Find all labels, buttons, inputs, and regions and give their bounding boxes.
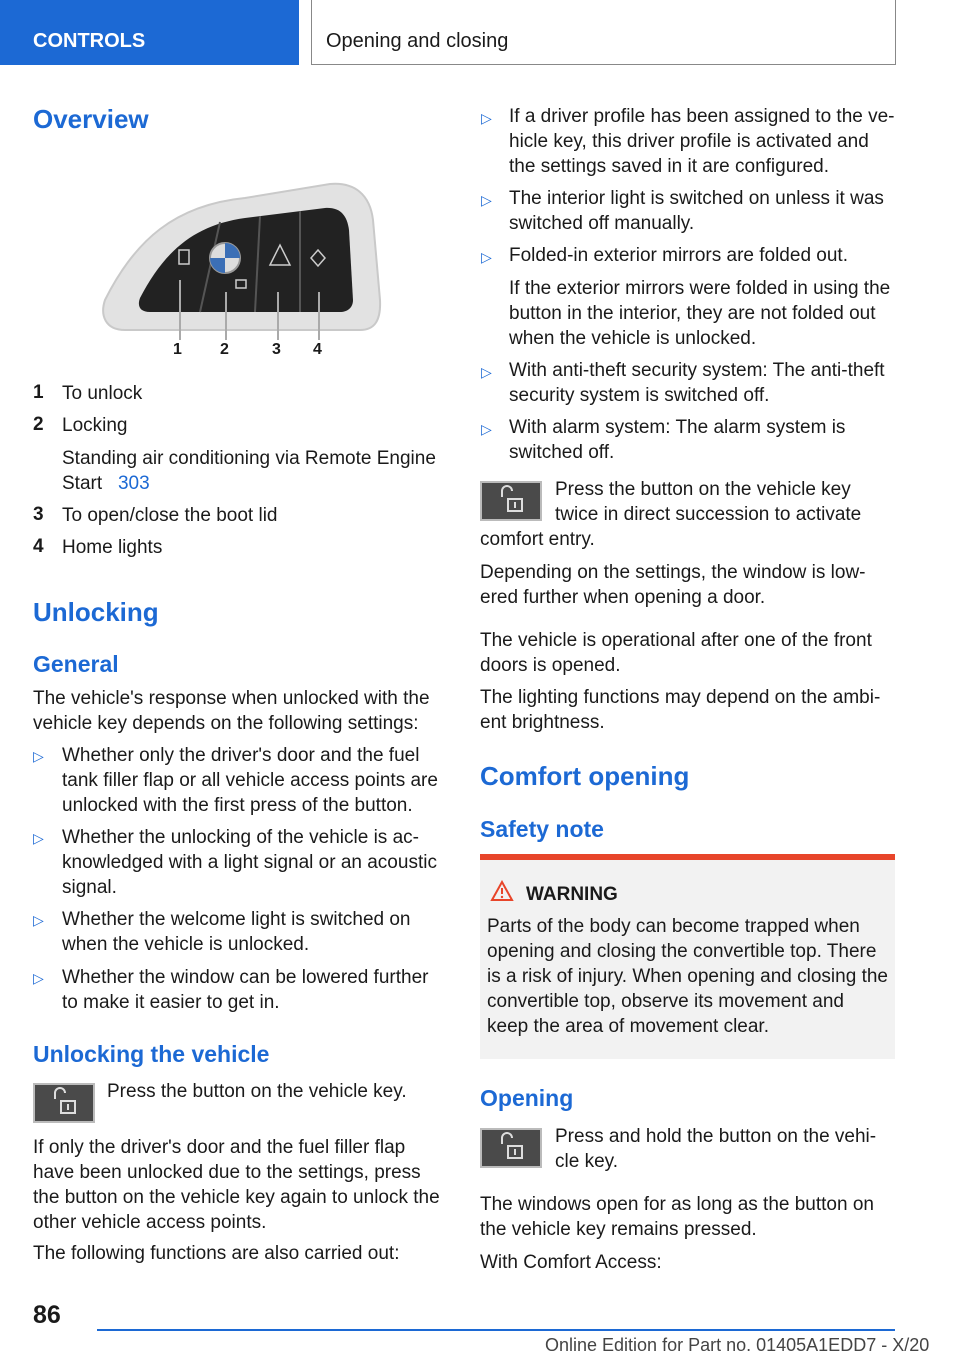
safety-note-heading: Safety note xyxy=(480,816,604,842)
legend-number: 3 xyxy=(33,504,44,525)
text-line: Depending on the settings, the window is low- xyxy=(480,562,866,583)
figure-label: 1 xyxy=(173,341,182,358)
unlock-button-icon xyxy=(480,481,542,521)
paragraph: With Comfort Access: xyxy=(480,1252,662,1273)
text-line: vehicle key depends on the following settings: xyxy=(33,713,419,734)
text-line: when the vehicle is unlocked. xyxy=(62,934,310,955)
bullet-icon: ▷ xyxy=(481,192,492,208)
paragraph xyxy=(480,1192,874,1242)
figure-label: 4 xyxy=(313,341,322,358)
legend-text: Standing air conditioning via Remote Engine xyxy=(62,448,436,469)
text-line: cle key. xyxy=(555,1151,619,1172)
text-line: The vehicle is operational after one of the front xyxy=(480,630,872,651)
paragraph xyxy=(480,685,880,735)
edition-text: Online Edition for Part no. 01405A1EDD7 - X/20 xyxy=(545,1335,930,1355)
text-line: security system is switched off. xyxy=(509,385,770,406)
warning-text xyxy=(487,914,888,1039)
text-line: other vehicle access points. xyxy=(33,1212,267,1233)
text-line: keep the area of movement clear. xyxy=(487,1016,769,1037)
bullet-text xyxy=(509,186,884,236)
figure-label: 3 xyxy=(272,341,281,358)
paragraph xyxy=(480,560,866,610)
legend-text: Locking xyxy=(62,415,128,436)
unlocking-vehicle-heading: Unlocking the vehicle xyxy=(33,1041,270,1067)
warning-icon xyxy=(490,880,514,902)
bullet-text xyxy=(62,965,428,1015)
legend-text: Home lights xyxy=(62,537,163,558)
text-line: hicle key, this driver profile is activated and xyxy=(509,131,869,152)
unlock-button-icon xyxy=(33,1083,95,1123)
bullet-icon: ▷ xyxy=(481,364,492,380)
page-link[interactable]: 303 xyxy=(117,473,150,494)
text-line: With alarm system: The alarm system is xyxy=(509,417,846,438)
bullet-text xyxy=(509,104,895,179)
text-line: when the vehicle is unlocked. xyxy=(509,328,757,349)
text-line: tank filler flap or all vehicle access points are xyxy=(62,770,438,791)
paragraph xyxy=(33,1135,440,1235)
text-line: Press the button on the vehicle key xyxy=(555,479,851,500)
figure-label: 2 xyxy=(220,341,229,358)
bullet-icon: ▷ xyxy=(481,110,492,126)
text-line: Whether the welcome light is switched on xyxy=(62,909,411,930)
text-line: Parts of the body can become trapped when xyxy=(487,916,860,937)
legend-number: 4 xyxy=(33,536,44,557)
text-line: The lighting functions may depend on the ambi- xyxy=(480,687,881,708)
text-line: If only the driver's door and the fuel filler flap xyxy=(33,1137,406,1158)
bullet-text xyxy=(509,358,885,408)
bullet-text xyxy=(62,907,411,957)
footer-divider xyxy=(97,1329,895,1331)
overview-heading: Overview xyxy=(33,104,149,134)
unlocking-heading: Unlocking xyxy=(33,597,159,627)
text-line: the button on the vehicle key again to unlock the xyxy=(33,1187,440,1208)
bullet-text: Folded-in exterior mirrors are folded out. xyxy=(509,245,848,266)
chapter-title: Opening and closing xyxy=(326,30,509,52)
general-intro xyxy=(33,686,430,736)
section-tab xyxy=(0,0,299,65)
text-line: convertible top, observe its movement and xyxy=(487,991,844,1012)
section-title: CONTROLS xyxy=(33,30,146,52)
opening-heading: Opening xyxy=(480,1085,574,1111)
text-line: the vehicle key remains pressed. xyxy=(480,1219,757,1240)
mirror-note xyxy=(509,276,890,351)
text-line: With anti-theft security system: The anti-theft xyxy=(509,360,885,381)
text-line: comfort entry. xyxy=(480,529,595,550)
legend-text: Start xyxy=(62,473,103,494)
text-line: Whether the window can be lowered further xyxy=(62,967,429,988)
text-line: button in the interior, they are not folded out xyxy=(509,303,876,324)
text-line: switched off. xyxy=(509,442,615,463)
text-line: If the exterior mirrors were folded in using the xyxy=(509,278,891,299)
paragraph: The following functions are also carried out: xyxy=(33,1243,400,1264)
text-line: is a risk of injury. When opening and closing the xyxy=(487,966,888,987)
bullet-icon: ▷ xyxy=(33,912,44,928)
bullet-icon: ▷ xyxy=(481,421,492,437)
legend-text-cont xyxy=(62,471,150,496)
chapter-tab xyxy=(311,0,896,65)
text-line: switched off manually. xyxy=(509,213,695,234)
unlock-button-icon xyxy=(480,1128,542,1168)
warning-label: WARNING xyxy=(526,884,618,905)
legend-text: To unlock xyxy=(62,383,143,404)
press-button-text: Press the button on the vehicle key. xyxy=(107,1081,407,1102)
paragraph xyxy=(480,628,872,678)
text-line: ent brightness. xyxy=(480,712,605,733)
legend-number: 2 xyxy=(33,414,44,435)
text-line: The windows open for as long as the button on xyxy=(480,1194,874,1215)
page-number: 86 xyxy=(33,1301,61,1329)
bullet-icon: ▷ xyxy=(481,249,492,265)
text-line: ered further when opening a door. xyxy=(480,587,766,608)
press-hold-text xyxy=(555,1124,876,1174)
text-line: doors is opened. xyxy=(480,655,621,676)
text-line: knowledged with a light signal or an acoustic xyxy=(62,852,437,873)
bullet-icon: ▷ xyxy=(33,748,44,764)
bullet-text xyxy=(62,743,438,818)
legend-number: 1 xyxy=(33,382,44,403)
text-line: signal. xyxy=(62,877,117,898)
text-line: The vehicle's response when unlocked with the xyxy=(33,688,430,709)
text-line: If a driver profile has been assigned to the ve- xyxy=(509,106,895,127)
bullet-text xyxy=(62,825,437,900)
text-line: unlocked with the first press of the button. xyxy=(62,795,413,816)
text-line: The interior light is switched on unless it was xyxy=(509,188,884,209)
general-heading: General xyxy=(33,651,119,677)
comfort-opening-heading: Comfort opening xyxy=(480,761,690,791)
comfort-entry-text xyxy=(555,477,861,527)
text-line: the settings saved in it are configured. xyxy=(509,156,830,177)
text-line: Press and hold the button on the vehi- xyxy=(555,1126,877,1147)
text-line: Whether only the driver's door and the fuel xyxy=(62,745,420,766)
text-line: opening and closing the convertible top. There xyxy=(487,941,877,962)
bullet-icon: ▷ xyxy=(33,830,44,846)
bullet-icon: ▷ xyxy=(33,970,44,986)
bullet-text xyxy=(509,415,845,465)
legend-text: To open/close the boot lid xyxy=(62,505,278,526)
text-line: to make it easier to get in. xyxy=(62,992,280,1013)
text-line: Whether the unlocking of the vehicle is ac- xyxy=(62,827,419,848)
text-line: twice in direct succession to activate xyxy=(555,504,862,525)
vehicle-key-figure xyxy=(95,180,385,360)
text-line: have been unlocked due to the settings, press xyxy=(33,1162,421,1183)
